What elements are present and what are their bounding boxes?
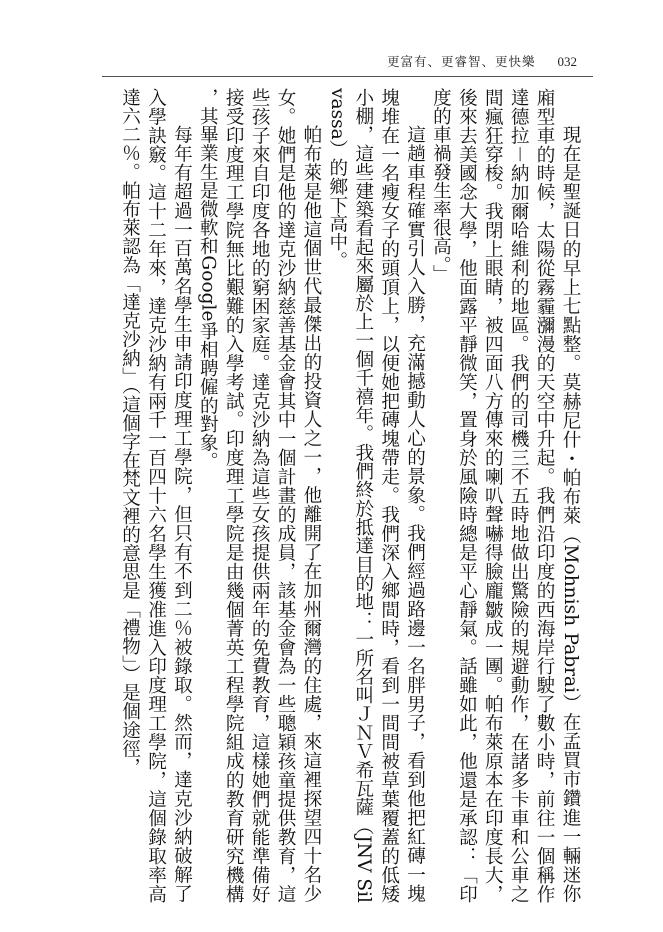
paragraph: 現在是聖誕日的早上七點整。莫赫尼什・帕布萊（Mohnish Pabrai）在孟買市鑽進一輛迷你廂型車的時候，太陽從霧霾瀰漫的天空中升起。我們沿印度的西海岸行駛了數小時，前往一個稱作達德拉－納加爾哈維利的地區。我們的司機三不五時地做出驚險的規避動作，在諸多卡車和公車之間瘋狂穿梭。我閉上眼睛，被四面八方傳來的喇叭聲嚇得臉龐皺成一團。帕布萊原本在印度長大，後來去美國念大學，他面露平靜微笑，置身於風險時總是平心靜氣。話雖如此，他還是承認：「印度的車禍發生率很高。」 (430, 88, 581, 903)
body-text (68, 88, 583, 903)
page-number: 032 (557, 54, 577, 69)
paragraph: 帕布萊是他這個世代最傑出的投資人之一，他離開了在加州爾灣的住處，來這裡探望四十名少女。她們是他的達克沙納慈善基金會其中一個計畫的成員，該基金會為一些聰穎孩童提供教育，這些孩子來自印度各地的窮困家庭。達克沙納為這些女孩提供兩年的免費教育，這樣她們就能準備好接受印度理工學院無比艱難的入學考試。印度理工學院是由幾個菁英工程學院組成的教育研究機構，其畢業生是微軟和Google爭相聘僱的對象。 (197, 88, 322, 903)
paragraph: 這趟車程確實引人入勝，充滿撼動人心的景象。我們經過路邊一名胖男子，看到他把紅磚一塊塊堆在一名瘦女子的頭頂上，以便她把磚塊帶走。我們深入鄉間時，看到一間間被草葉覆蓋的低矮小棚，這些建築看起來屬於上一個千禧年。我們終於抵達目的地：一所名叫ＪＮＶ希瓦薩（JNV Silvassa）的鄉下高中。 (326, 88, 426, 903)
paragraph: 每年有超過一百萬名學生申請印度理工學院，但只有不到二％被錄取。然而，達克沙納破解了入學訣竅。這十二年來，達克沙納有兩千一百四十六名學生獲准進入印度理工學院，這個錄取率高達六二％。帕布萊認為「達克沙納」（這個字在梵文裡的意思是「禮物」）是個途徑， (119, 88, 193, 903)
running-header (387, 52, 577, 70)
book-title: 更富有、更睿智、更快樂 (386, 54, 536, 69)
header-rule (102, 76, 593, 77)
